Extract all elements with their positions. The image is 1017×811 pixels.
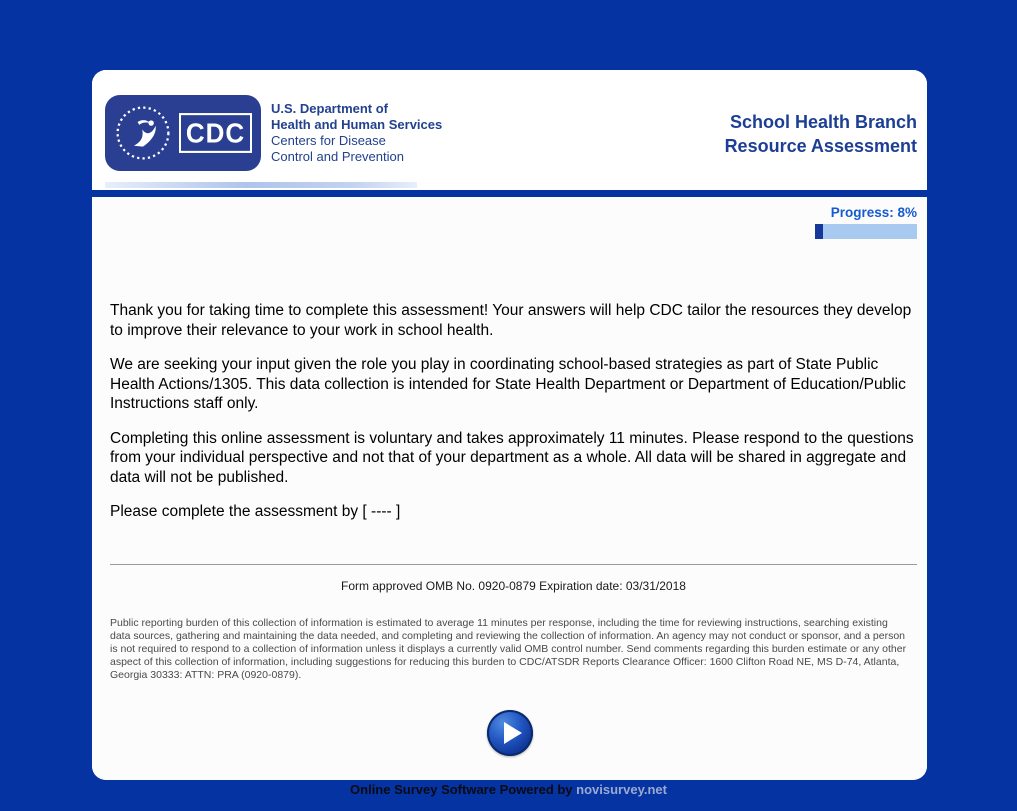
- survey-title-line-1: School Health Branch: [729, 112, 917, 132]
- header-divider-band: [92, 190, 927, 197]
- next-button[interactable]: [487, 710, 533, 756]
- hhs-eagle-icon: [114, 104, 172, 162]
- powered-by-text: Online Survey Software Powered by: [350, 782, 577, 797]
- survey-title-line-2: Resource Assessment: [724, 136, 917, 156]
- org-line-1: Centers for Disease: [271, 133, 386, 148]
- dept-line-2: Health and Human Services: [271, 117, 443, 132]
- dept-line-1: U.S. Department of: [271, 101, 389, 116]
- play-icon: [487, 710, 533, 756]
- logo-bottom-strip: [105, 182, 417, 188]
- paragraph-thank-you: Thank you for taking time to complete this assessment! Your answers will help CDC tailor the resources they develop to improve their relevance to your work in school health.: [110, 302, 912, 339]
- paragraph-complete-by: Please complete the assessment by [ ---- ]: [110, 503, 401, 520]
- footer: [0, 782, 1017, 797]
- burden-statement: Public reporting burden of this collection of information is estimated to average 11 minutes per response, including the time for reviewing instructions, searching existing data sources, gathering and maintaining the data needed, and completing and reviewing the collection of information. An agency may not conduct or sponsor, and a person is not required to respond to a collection of information unless it displays a currently valid OMB control number. Send comments regarding this burden estimate or any other aspect of this collection of information, including suggestions for reducing this burden to CDC/ATSDR Reports Clearance Officer: 1600 Clifton Road NE, MS D-74, Atlanta, Georgia 30333: ATTN: PRA (0920-0879).: [110, 616, 907, 681]
- org-line-2: Control and Prevention: [271, 149, 404, 164]
- progress-bar-fill: [815, 224, 823, 239]
- survey-title: [725, 110, 917, 158]
- progress-bar: [815, 224, 917, 239]
- hhs-logo-rect: [105, 95, 261, 171]
- progress-label: Progress: 8%: [830, 205, 917, 220]
- novisurvey-link[interactable]: novisurvey.net: [576, 782, 667, 797]
- cdc-hhs-logo: [105, 95, 443, 188]
- survey-card: [92, 70, 927, 780]
- intro-text: [110, 197, 917, 522]
- paragraph-seeking-input: We are seeking your input given the role you play in coordinating school-based strategies as part of State Public Health Actions/1305. This data collection is intended for State Health Department or Department of Education/Public Instructions staff only.: [110, 356, 906, 412]
- horizontal-divider: [110, 564, 917, 565]
- paragraph-voluntary: Completing this online assessment is voluntary and takes approximately 11 minutes. Please respond to the questions from your individual perspective and not that of your department as a whole. All data will be shared in aggregate and data will not be published.: [110, 429, 914, 486]
- progress: [815, 205, 917, 239]
- content-area: [92, 197, 927, 780]
- header: [92, 70, 927, 190]
- omb-approval-line: Form approved OMB No. 0920-0879 Expiration date: 03/31/2018: [341, 578, 686, 593]
- cdc-acronym: CDC: [179, 113, 252, 153]
- hhs-cdc-text: [261, 95, 442, 165]
